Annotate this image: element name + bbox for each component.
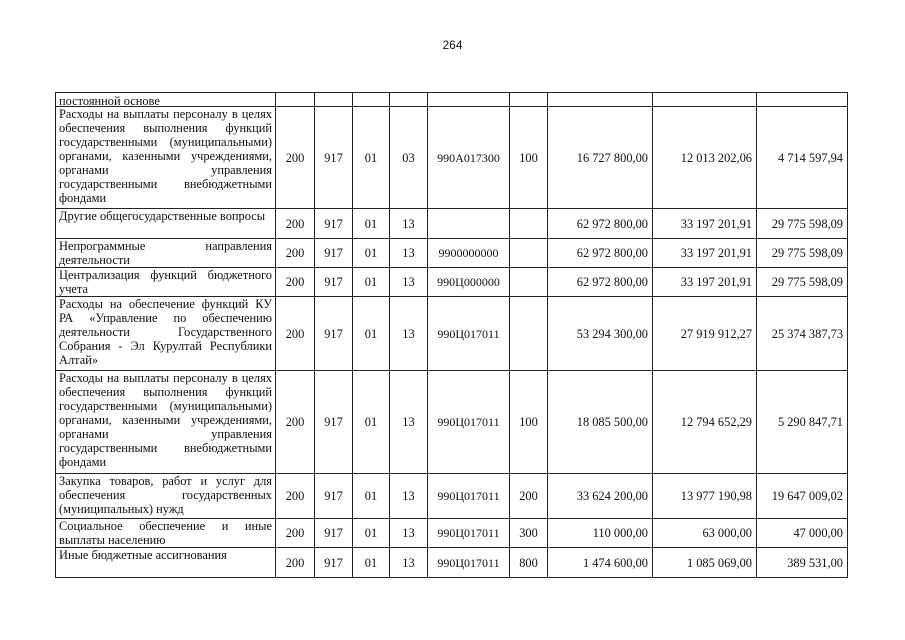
cell-sum1: 18 085 500,00 [548,371,653,474]
cell-sum1: 62 972 800,00 [548,239,653,268]
table-row [56,519,848,548]
cell-pr: 13 [390,548,428,578]
cell-sum2: 33 197 201,91 [653,209,757,239]
cell-sum3: 29 775 598,09 [757,209,848,239]
cell-ved: 917 [315,107,353,209]
cell-vr [510,93,548,107]
cell-sum3: 389 531,00 [757,548,848,578]
cell-name: Социальное обеспечение и иные выплаты населению [56,519,276,548]
cell-admin: 200 [276,548,315,578]
cell-sum1: 110 000,00 [548,519,653,548]
cell-admin: 200 [276,474,315,519]
cell-name: Расходы на выплаты персоналу в целях обеспечения выполнения функций государственными (муниципальными) органами, казенными учреждениями, органами управления государственными внебюджетными фондами [56,107,276,209]
cell-rz: 01 [353,239,390,268]
cell-sum2 [653,93,757,107]
cell-name [56,93,276,107]
cell-pr: 03 [390,107,428,209]
cell-ved: 917 [315,371,353,474]
table-row [56,107,848,209]
cell-cs: 990Ц017011 [428,371,510,474]
cell-cs: 990Ц017011 [428,474,510,519]
cell-admin: 200 [276,297,315,371]
cell-cs [428,209,510,239]
cell-rz: 01 [353,297,390,371]
cell-pr: 13 [390,519,428,548]
cell-cs: 990Ц017011 [428,548,510,578]
table-row [56,209,848,239]
table-row [56,239,848,268]
cell-pr [390,93,428,107]
cell-sum1: 1 474 600,00 [548,548,653,578]
cell-sum1: 62 972 800,00 [548,268,653,297]
cell-sum2: 1 085 069,00 [653,548,757,578]
cell-sum3 [757,93,848,107]
budget-table [55,92,848,578]
cell-sum1: 62 972 800,00 [548,209,653,239]
cell-name: Закупка товаров, работ и услуг для обеспечения государственных (муниципальных) нужд [56,474,276,519]
cell-ved: 917 [315,519,353,548]
cell-name: Непрограммные направления деятельности [56,239,276,268]
cell-admin: 200 [276,209,315,239]
cell-sum3: 47 000,00 [757,519,848,548]
table-body [56,93,848,578]
cell-vr [510,297,548,371]
cell-pr: 13 [390,474,428,519]
cell-ved: 917 [315,239,353,268]
cell-name: Расходы на обеспечение функций КУ РА «Управление по обеспечению деятельности Государственного Собрания - Эл Курултай Республики Алтай» [56,297,276,371]
cell-sum1 [548,93,653,107]
cell-ved: 917 [315,548,353,578]
cell-name: Централизация функций бюджетного учета [56,268,276,297]
cell-vr: 300 [510,519,548,548]
cell-sum2: 33 197 201,91 [653,239,757,268]
cell-vr [510,239,548,268]
page-number: 264 [442,38,463,52]
cell-admin: 200 [276,107,315,209]
cell-sum3: 29 775 598,09 [757,239,848,268]
cell-sum3: 19 647 009,02 [757,474,848,519]
cell-rz: 01 [353,519,390,548]
table-row [56,268,848,297]
cell-admin: 200 [276,268,315,297]
cell-vr: 100 [510,107,548,209]
table-row [56,297,848,371]
cell-rz: 01 [353,209,390,239]
cell-sum2: 12 794 652,29 [653,371,757,474]
cell-pr: 13 [390,268,428,297]
cell-admin: 200 [276,239,315,268]
cell-sum3: 29 775 598,09 [757,268,848,297]
cell-rz: 01 [353,268,390,297]
cell-cs: 990Ц000000 [428,268,510,297]
cell-ved: 917 [315,297,353,371]
row-name-text: постоянной основе [59,94,160,107]
cell-pr: 13 [390,371,428,474]
cell-ved: 917 [315,209,353,239]
cell-ved: 917 [315,474,353,519]
cell-sum2: 12 013 202,06 [653,107,757,209]
cell-rz: 01 [353,474,390,519]
cell-sum2: 63 000,00 [653,519,757,548]
table-row [56,371,848,474]
cell-vr: 200 [510,474,548,519]
cell-pr: 13 [390,297,428,371]
cell-vr [510,209,548,239]
cell-ved: 917 [315,268,353,297]
cell-ved [315,93,353,107]
cell-vr: 100 [510,371,548,474]
cell-admin [276,93,315,107]
cell-cs [428,93,510,107]
table-row [56,548,848,578]
cell-sum3: 4 714 597,94 [757,107,848,209]
cell-rz: 01 [353,107,390,209]
cell-sum2: 33 197 201,91 [653,268,757,297]
cell-rz: 01 [353,548,390,578]
cell-cs: 990Ц017011 [428,297,510,371]
cell-sum3: 5 290 847,71 [757,371,848,474]
cell-cs: 9900000000 [428,239,510,268]
cell-sum3: 25 374 387,73 [757,297,848,371]
cell-rz: 01 [353,371,390,474]
cell-cs: 990Ц017011 [428,519,510,548]
cell-cs: 990А017300 [428,107,510,209]
cell-admin: 200 [276,371,315,474]
cell-name: Расходы на выплаты персоналу в целях обеспечения выполнения функций государственными (муниципальными) органами, казенными учреждениями, органами управления государственными внебюджетными фондами [56,371,276,474]
cell-name: Иные бюджетные ассигнования [56,548,276,578]
cell-sum1: 33 624 200,00 [548,474,653,519]
cell-sum1: 53 294 300,00 [548,297,653,371]
cell-name: Другие общегосударственные вопросы [56,209,276,239]
cell-pr: 13 [390,209,428,239]
cell-admin: 200 [276,519,315,548]
cell-sum2: 13 977 190,98 [653,474,757,519]
cell-vr [510,268,548,297]
table-row [56,474,848,519]
cell-rz [353,93,390,107]
table-row [56,93,848,107]
cell-sum2: 27 919 912,27 [653,297,757,371]
cell-pr: 13 [390,239,428,268]
cell-sum1: 16 727 800,00 [548,107,653,209]
cell-vr: 800 [510,548,548,578]
